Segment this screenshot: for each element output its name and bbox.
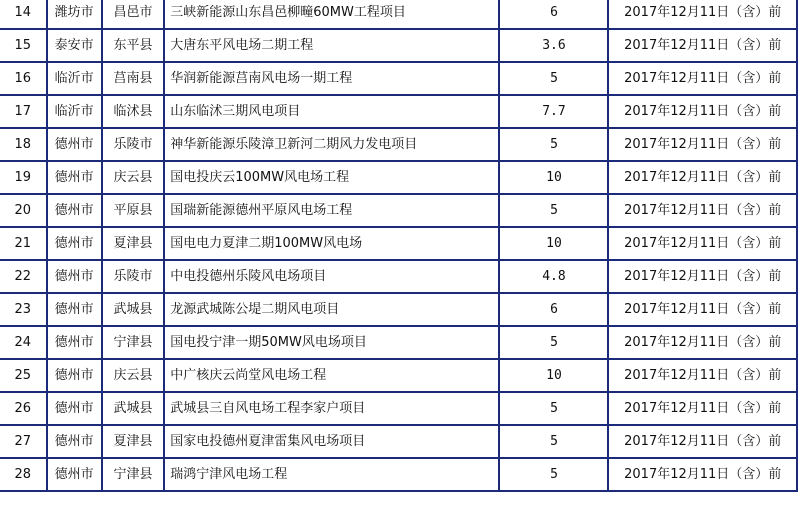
- city-cell[interactable]: 德州市: [47, 227, 102, 260]
- capacity-cell[interactable]: 5: [499, 392, 608, 425]
- row-number-cell[interactable]: 28: [0, 458, 47, 491]
- county-cell[interactable]: 夏津县: [102, 425, 164, 458]
- capacity-cell[interactable]: 5: [499, 194, 608, 227]
- table-row: [0, 359, 797, 392]
- deadline-cell[interactable]: 2017年12月11日（含）前: [608, 392, 797, 425]
- table-row: [0, 29, 797, 62]
- project-name-cell[interactable]: 国电投宁津一期50MW风电场项目: [164, 326, 499, 359]
- row-number-cell[interactable]: 14: [0, 0, 47, 29]
- table-row: [0, 260, 797, 293]
- capacity-cell[interactable]: 10: [499, 359, 608, 392]
- capacity-cell[interactable]: 4.8: [499, 260, 608, 293]
- table-row: [0, 227, 797, 260]
- deadline-cell[interactable]: 2017年12月11日（含）前: [608, 161, 797, 194]
- capacity-cell[interactable]: 6: [499, 0, 608, 29]
- row-number-cell[interactable]: 19: [0, 161, 47, 194]
- row-number-cell[interactable]: 16: [0, 62, 47, 95]
- deadline-cell[interactable]: 2017年12月11日（含）前: [608, 458, 797, 491]
- row-number-cell[interactable]: 18: [0, 128, 47, 161]
- table-row: [0, 161, 797, 194]
- capacity-cell[interactable]: 5: [499, 128, 608, 161]
- row-number-cell[interactable]: 25: [0, 359, 47, 392]
- project-name-cell[interactable]: 神华新能源乐陵漳卫新河二期风力发电项目: [164, 128, 499, 161]
- capacity-cell[interactable]: 5: [499, 458, 608, 491]
- capacity-cell[interactable]: 10: [499, 227, 608, 260]
- deadline-cell[interactable]: 2017年12月11日（含）前: [608, 29, 797, 62]
- city-cell[interactable]: 临沂市: [47, 95, 102, 128]
- capacity-cell[interactable]: 6: [499, 293, 608, 326]
- county-cell[interactable]: 莒南县: [102, 62, 164, 95]
- county-cell[interactable]: 平原县: [102, 194, 164, 227]
- deadline-cell[interactable]: 2017年12月11日（含）前: [608, 128, 797, 161]
- city-cell[interactable]: 德州市: [47, 161, 102, 194]
- project-name-cell[interactable]: 武城县三自风电场工程李家户项目: [164, 392, 499, 425]
- project-name-cell[interactable]: 国电电力夏津二期100MW风电场: [164, 227, 499, 260]
- county-cell[interactable]: 乐陵市: [102, 128, 164, 161]
- deadline-cell[interactable]: 2017年12月11日（含）前: [608, 260, 797, 293]
- project-name-cell[interactable]: 大唐东平风电场二期工程: [164, 29, 499, 62]
- capacity-cell[interactable]: 5: [499, 326, 608, 359]
- city-cell[interactable]: 德州市: [47, 194, 102, 227]
- table-row: [0, 326, 797, 359]
- city-cell[interactable]: 德州市: [47, 425, 102, 458]
- county-cell[interactable]: 庆云县: [102, 359, 164, 392]
- row-number-cell[interactable]: 22: [0, 260, 47, 293]
- city-cell[interactable]: 德州市: [47, 293, 102, 326]
- project-name-cell[interactable]: 中广核庆云尚堂风电场工程: [164, 359, 499, 392]
- table-row: [0, 458, 797, 491]
- row-number-cell[interactable]: 27: [0, 425, 47, 458]
- capacity-cell[interactable]: 3.6: [499, 29, 608, 62]
- project-name-cell[interactable]: 国瑞新能源德州平原风电场工程: [164, 194, 499, 227]
- capacity-cell[interactable]: 7.7: [499, 95, 608, 128]
- project-name-cell[interactable]: 山东临沭三期风电项目: [164, 95, 499, 128]
- county-cell[interactable]: 乐陵市: [102, 260, 164, 293]
- table-row: [0, 194, 797, 227]
- project-name-cell[interactable]: 中电投德州乐陵风电场项目: [164, 260, 499, 293]
- table-row: [0, 95, 797, 128]
- row-number-cell[interactable]: 23: [0, 293, 47, 326]
- row-number-cell[interactable]: 21: [0, 227, 47, 260]
- project-name-cell[interactable]: 龙源武城陈公堤二期风电项目: [164, 293, 499, 326]
- project-name-cell[interactable]: 国家电投德州夏津雷集风电场项目: [164, 425, 499, 458]
- project-name-cell[interactable]: 国电投庆云100MW风电场工程: [164, 161, 499, 194]
- deadline-cell[interactable]: 2017年12月11日（含）前: [608, 62, 797, 95]
- row-number-cell[interactable]: 24: [0, 326, 47, 359]
- city-cell[interactable]: 德州市: [47, 128, 102, 161]
- table-row: [0, 0, 797, 29]
- deadline-cell[interactable]: 2017年12月11日（含）前: [608, 95, 797, 128]
- county-cell[interactable]: 宁津县: [102, 326, 164, 359]
- county-cell[interactable]: 宁津县: [102, 458, 164, 491]
- table-row: [0, 425, 797, 458]
- deadline-cell[interactable]: 2017年12月11日（含）前: [608, 359, 797, 392]
- deadline-cell[interactable]: 2017年12月11日（含）前: [608, 0, 797, 29]
- capacity-cell[interactable]: 5: [499, 62, 608, 95]
- deadline-cell[interactable]: 2017年12月11日（含）前: [608, 326, 797, 359]
- row-number-cell[interactable]: 26: [0, 392, 47, 425]
- county-cell[interactable]: 临沭县: [102, 95, 164, 128]
- row-number-cell[interactable]: 15: [0, 29, 47, 62]
- project-name-cell[interactable]: 华润新能源莒南风电场一期工程: [164, 62, 499, 95]
- table-row: [0, 392, 797, 425]
- table-row: [0, 62, 797, 95]
- city-cell[interactable]: 临沂市: [47, 62, 102, 95]
- county-cell[interactable]: 庆云县: [102, 161, 164, 194]
- deadline-cell[interactable]: 2017年12月11日（含）前: [608, 293, 797, 326]
- county-cell[interactable]: 武城县: [102, 293, 164, 326]
- deadline-cell[interactable]: 2017年12月11日（含）前: [608, 194, 797, 227]
- city-cell[interactable]: 德州市: [47, 260, 102, 293]
- deadline-cell[interactable]: 2017年12月11日（含）前: [608, 227, 797, 260]
- project-name-cell[interactable]: 瑞鸿宁津风电场工程: [164, 458, 499, 491]
- city-cell[interactable]: 德州市: [47, 458, 102, 491]
- capacity-cell[interactable]: 10: [499, 161, 608, 194]
- table-row: [0, 128, 797, 161]
- table-row: [0, 293, 797, 326]
- county-cell[interactable]: 武城县: [102, 392, 164, 425]
- county-cell[interactable]: 东平县: [102, 29, 164, 62]
- row-number-cell[interactable]: 17: [0, 95, 47, 128]
- city-cell[interactable]: 潍坊市: [47, 0, 102, 29]
- capacity-cell[interactable]: 5: [499, 425, 608, 458]
- city-cell[interactable]: 德州市: [47, 326, 102, 359]
- city-cell[interactable]: 德州市: [47, 359, 102, 392]
- row-number-cell[interactable]: 20: [0, 194, 47, 227]
- project-name-cell[interactable]: 三峡新能源山东昌邑柳疃60MW工程项目: [164, 0, 499, 29]
- deadline-cell[interactable]: 2017年12月11日（含）前: [608, 425, 797, 458]
- city-cell[interactable]: 德州市: [47, 392, 102, 425]
- city-cell[interactable]: 泰安市: [47, 29, 102, 62]
- county-cell[interactable]: 夏津县: [102, 227, 164, 260]
- county-cell[interactable]: 昌邑市: [102, 0, 164, 29]
